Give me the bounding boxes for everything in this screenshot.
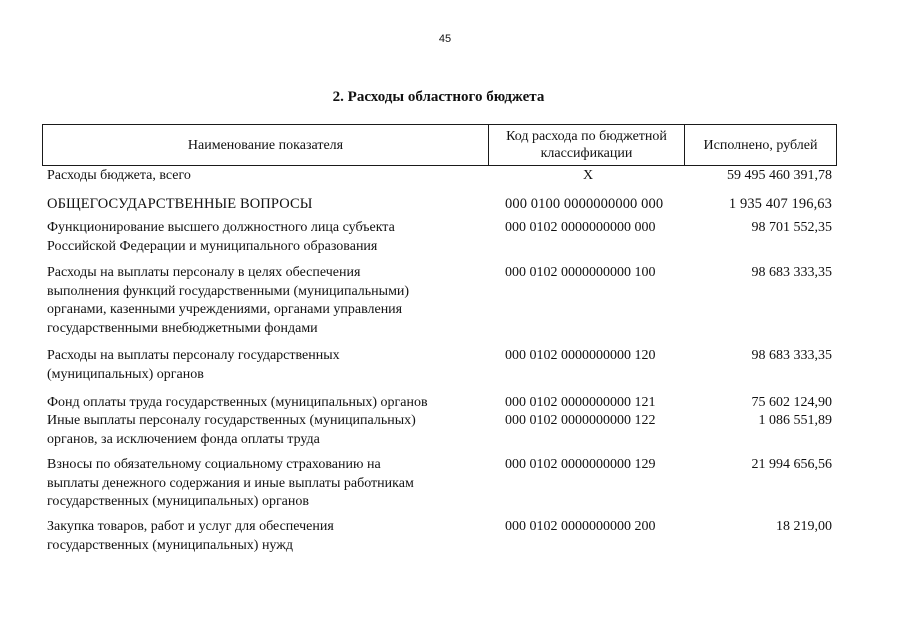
row-name: Расходы на выплаты персоналу в целях обеспечения выполнения функций государственными (муниципальными) органами, казенными учреждениями, органами управления государственными внебюджетными фондами [47, 265, 410, 336]
row-amount: 1 086 551,89 [758, 413, 832, 428]
row-name: Расходы на выплаты персоналу государственных (муниципальных) органов [47, 348, 340, 382]
row-code: 000 0102 0000000000 121 [505, 395, 656, 410]
row-amount: 98 683 333,35 [751, 265, 832, 280]
row-name: Расходы бюджета, всего [47, 168, 191, 183]
row-amount: 1 935 407 196,63 [728, 196, 832, 212]
row-amount: 98 701 552,35 [751, 220, 832, 235]
row-code: 000 0102 0000000000 120 [505, 348, 656, 363]
section-title: 2. Расходы областного бюджета [332, 89, 545, 105]
row-amount: 21 994 656,56 [751, 457, 832, 472]
row-name: Закупка товаров, работ и услуг для обеспечения государственных (муниципальных) нужд [47, 519, 334, 553]
column-header-code: Код расхода по бюджетной классификации [489, 125, 685, 165]
row-code: 000 0100 0000000000 000 [505, 196, 664, 212]
row-name: ОБЩЕГОСУДАРСТВЕННЫЕ ВОПРОСЫ [47, 196, 313, 212]
row-amount: 59 495 460 391,78 [727, 168, 832, 183]
row-name: Функционирование высшего должностного лица субъекта Российской Федерации и муниципального образования [47, 220, 395, 254]
row-code: 000 0102 0000000000 100 [505, 265, 656, 280]
page-number: 45 [438, 33, 452, 45]
row-amount: 18 219,00 [776, 519, 832, 534]
column-header-name: Наименование показателя [43, 125, 489, 165]
row-code: 000 0102 0000000000 200 [505, 519, 656, 534]
row-name: Взносы по обязательному социальному страхованию на выплаты денежного содержания и иные выплаты работникам государственных (муниципальных) органов [47, 457, 414, 509]
row-amount: 98 683 333,35 [751, 348, 832, 363]
row-code: 000 0102 0000000000 129 [505, 457, 656, 472]
row-code: X [582, 168, 594, 183]
column-header-amount: Исполнено, рублей [703, 137, 818, 153]
row-name: Фонд оплаты труда государственных (муниципальных) органов [47, 395, 428, 410]
table-header [42, 124, 837, 166]
row-name: Иные выплаты персоналу государственных (муниципальных) органов, за исключением фонда оплаты труда [47, 413, 416, 447]
row-amount: 75 602 124,90 [751, 395, 832, 410]
row-code: 000 0102 0000000000 000 [505, 220, 656, 235]
row-code: 000 0102 0000000000 122 [505, 413, 656, 428]
